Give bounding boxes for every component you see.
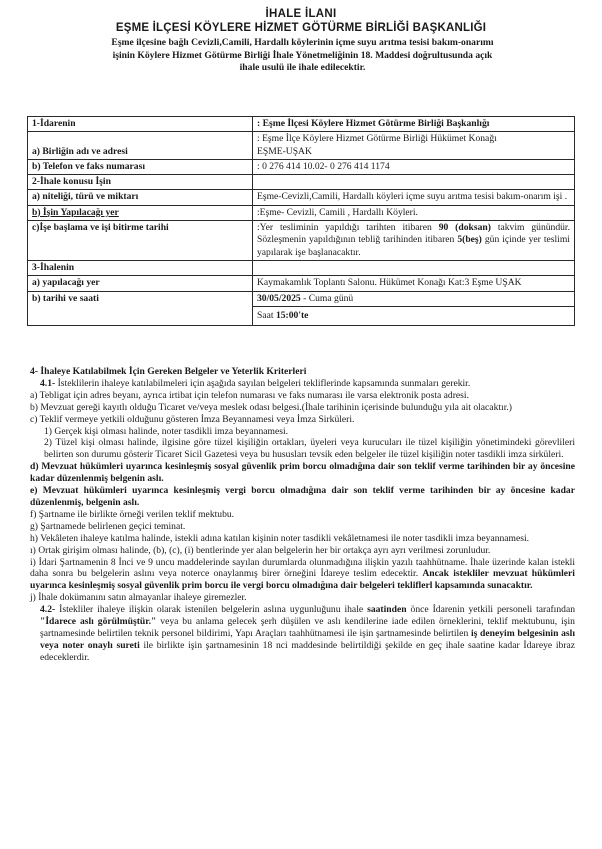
address-line: EŞME-UŞAK — [257, 145, 312, 157]
table-row — [28, 205, 575, 220]
time-prefix: Saat — [257, 309, 274, 321]
handover-days: 5(beş) — [457, 234, 482, 246]
section-label: 3-İhalenin — [28, 260, 253, 275]
duration-text: takvim günündür. Sözleşmenin yapıldığının tebliğ tarihinden itibaren — [257, 222, 570, 246]
sub-list-item: 1) Gerçek kişi olması halinde, noter tasdikli imza beyannamesi. — [44, 425, 289, 437]
table-row — [28, 291, 575, 306]
tender-day: - Cuma günü — [303, 292, 354, 304]
empty-cell — [253, 260, 575, 275]
list-item: h) Vekâleten ihaleye katılma halinde, istekli adına katılan kişinin noter tasdikli vekâletnamesi ile noter tasdikli imza beyannamesi. — [30, 532, 530, 544]
row-label: a) Birliğin adı ve adresi — [28, 132, 253, 160]
row-label: 1-İdarenin — [28, 117, 253, 132]
requirements-section — [30, 366, 575, 664]
location-label: b) İşin Yapılacağı yer — [32, 206, 119, 218]
administration-name: : Eşme İlçesi Köylere Hizmet Götürme Birliği Başkanlığı — [257, 118, 490, 129]
list-item: a) Tebligat için adres beyanı, ayrıca irtibat için telefon numarası ve faks numarası ile varsa elektronik posta adresi. — [30, 389, 469, 401]
paragraph-emphasis: "İdarece aslı görülmüştür." — [40, 616, 157, 628]
time-value — [253, 306, 575, 325]
row-label: c)İşe başlama ve işi bitirme tarihi — [28, 221, 253, 261]
row-value — [253, 132, 575, 160]
section-label: 2-İhale konusu İşin — [28, 175, 253, 190]
list-item — [30, 557, 575, 593]
intro-paragraph — [40, 37, 565, 75]
list-item: g) Şartnamede belirlenen geçici teminat. — [30, 520, 186, 532]
row-value — [253, 117, 575, 132]
table-row — [28, 221, 575, 261]
paragraph-number: 4.1- — [40, 377, 56, 389]
document-title: İHALE İLANI — [265, 8, 337, 20]
table-row — [28, 276, 575, 291]
table-row — [28, 132, 575, 160]
address-line: : Eşme İlçe Köylere Hizmet Götürme Birliği Hükümet Konağı — [257, 133, 497, 145]
paragraph-4-1 — [30, 378, 575, 390]
tender-time: 15:00'te — [275, 309, 309, 321]
phone-fax-value: : 0 276 414 10.02- 0 276 414 1174 — [253, 159, 575, 174]
duration-text: :Yer tesliminin yapıldığı tarihten itibaren — [257, 222, 432, 234]
list-item: c) Teklif vermeye yetkili olduğunu gösteren İmza Beyannamesi veya İmza Sirküleri. — [30, 413, 355, 425]
location-value: :Eşme- Cevizli, Camili , Hardallı Köyleri. — [253, 205, 575, 220]
paragraph-number: 4.2- — [40, 604, 56, 616]
tender-date: 30/05/2025 — [257, 292, 301, 304]
paragraph-4-2 — [30, 604, 575, 664]
table-row — [28, 117, 575, 132]
list-item-emphasis: Ancak istekliler mevzuat hükümleri uyarınca kesinleşmiş sosyal güvenlik prim borcu ile vergi borcu olmadığına dair belgeleri tekliflerl kapsamında sunacaktır. — [30, 568, 575, 592]
date-value — [253, 291, 575, 306]
duration-text: gün içinde yer teslimi yapılarak işe başlanacaktır. — [257, 234, 570, 258]
venue-value: Kaymakamlık Toplantı Salonu. Hükümet Konağı Kat:3 Eşme UŞAK — [253, 276, 575, 291]
duration-value — [253, 221, 575, 261]
row-label — [28, 205, 253, 220]
row-label: b) tarihi ve saati — [28, 291, 253, 326]
table-row — [28, 159, 575, 174]
institution-title: EŞME İLÇESİ KÖYLERE HİZMET GÖTÜRME BİRLİĞİ BAŞKANLIĞI — [115, 22, 487, 34]
intro-line: işinin Köylere Hizmet Götürme Birliği İhale Yönetmeliğinin 18. Maddesi doğrultusunda açık — [112, 49, 493, 61]
paragraph-emphasis: iş deneyim belgesinin aslı veya noter onaylı sureti — [40, 627, 575, 651]
list-item: j) İhale dokümanını satın almayanlar ihaleye giremezler. — [30, 592, 247, 604]
table-row — [28, 190, 575, 205]
paragraph-text: önce İdarenin yetkili personeli tarafından — [410, 604, 575, 616]
duration-days: 90 (doksan) — [438, 222, 491, 234]
list-item: d) Mevzuat hükümleri uyarınca kesinleşmiş sosyal güvenlik prim borcu olmadığına dair son teklif verme tarihinden bir ay öncesine kadar düzenlenmiş belgenin aslı. — [30, 461, 575, 485]
list-item-text: i) İdari Şartnamenin 8 İnci ve 9 uncu maddelerinde sayılan durumlarda olunmadığına ilişkin yazılı taahhütname. İhale üzerinde kalan istekli daha sonra bu belgelerin aslını veya noterce onaylanmış birer örneğini İdareye teslim edecektir. — [30, 556, 575, 580]
list-item: b) Mevzuat gereği kayıtlı olduğu Ticaret ve/veya meslek odası belgesi.(İhale tarihinin içerisinde bulunduğu yıla ait olacaktır.) — [30, 401, 512, 413]
empty-cell — [253, 175, 575, 190]
row-label: b) Telefon ve faks numarası — [28, 159, 253, 174]
section-heading: 4- İhaleye Katılabilmek İçin Gereken Belgeler ve Yeterlik Kriterleri — [30, 366, 307, 377]
intro-line: Eşme ilçesine bağlı Cevizli,Camili, Hardallı köylerinin içme suyu arıtma tesisi bakım-onarımı — [111, 37, 494, 48]
paragraph-text: ile birlikte işin şartnamesinin 18 nci maddesinde belirtildiği şekilde en geç ihale saatine kadar İdareye ibraz edeceklerdir. — [40, 639, 575, 663]
row-label: a) niteliği, türü ve miktarı — [28, 190, 253, 205]
table-row — [28, 175, 575, 190]
sub-list-item: 2) Tüzel kişi olması halinde, ilgisine göre tüzel kişiliğin ortakları, üyeleri veya kurucuları ile tüzel kişiliğin yönetimindeki görevlileri belirten son durumu gösterir Ticaret Sicil Gazetesi veya bu hususları tevsik eden belgeler ile tüzel kişiliğin noter tasdikli imza sirküleri. — [44, 437, 575, 461]
intro-line: ihale usulü ile ihale edilecektir. — [239, 62, 366, 73]
row-label: a) yapılacağı yer — [28, 276, 253, 291]
job-description-value: Eşme-Cevizli,Camili, Hardallı köyleri içme suyu arıtma tesisi bakım-onarım işi . — [253, 190, 575, 205]
paragraph-emphasis: saatinden — [367, 604, 407, 616]
paragraph-text: İstekliler ihaleye ilişkin olarak istenilen belgelerin aslına uygunluğunu ihale — [59, 604, 364, 616]
paragraph-text: veya bu anlama gelecek şerh düşülen ve aslı kendilerine iade edilen örneklerini, teklif mektubunu, işin şartnamesinde belirtilen teknik personel bildirimi, Yapı Araçları taahhütnamesi ile işin şartnamesinde belirtilen — [40, 616, 575, 639]
tender-info-table — [27, 116, 575, 326]
table-row — [28, 260, 575, 275]
paragraph-text: İsteklilerin ihaleye katılabilmeleri için aşağıda sayılan belgeleri tekliflerinde kapsamında sunmaları gerekir. — [57, 377, 471, 389]
list-item: ı) Ortak girişim olması halinde, (b), (c), (i) bentlerinde yer alan belgelerin her bir ortakça ayrı ayrı verilmesi zorunludur. — [30, 544, 491, 556]
list-item: e) Mevzuat hükümleri uyarınca kesinleşmiş vergi borcu olmadığına dair son teklif verme tarihinden bir ay öncesine kadar düzenlenmiş, belgenin aslı. — [30, 485, 575, 508]
list-item: f) Şartname ile birlikte örneği verilen teklif mektubu. — [30, 508, 235, 520]
